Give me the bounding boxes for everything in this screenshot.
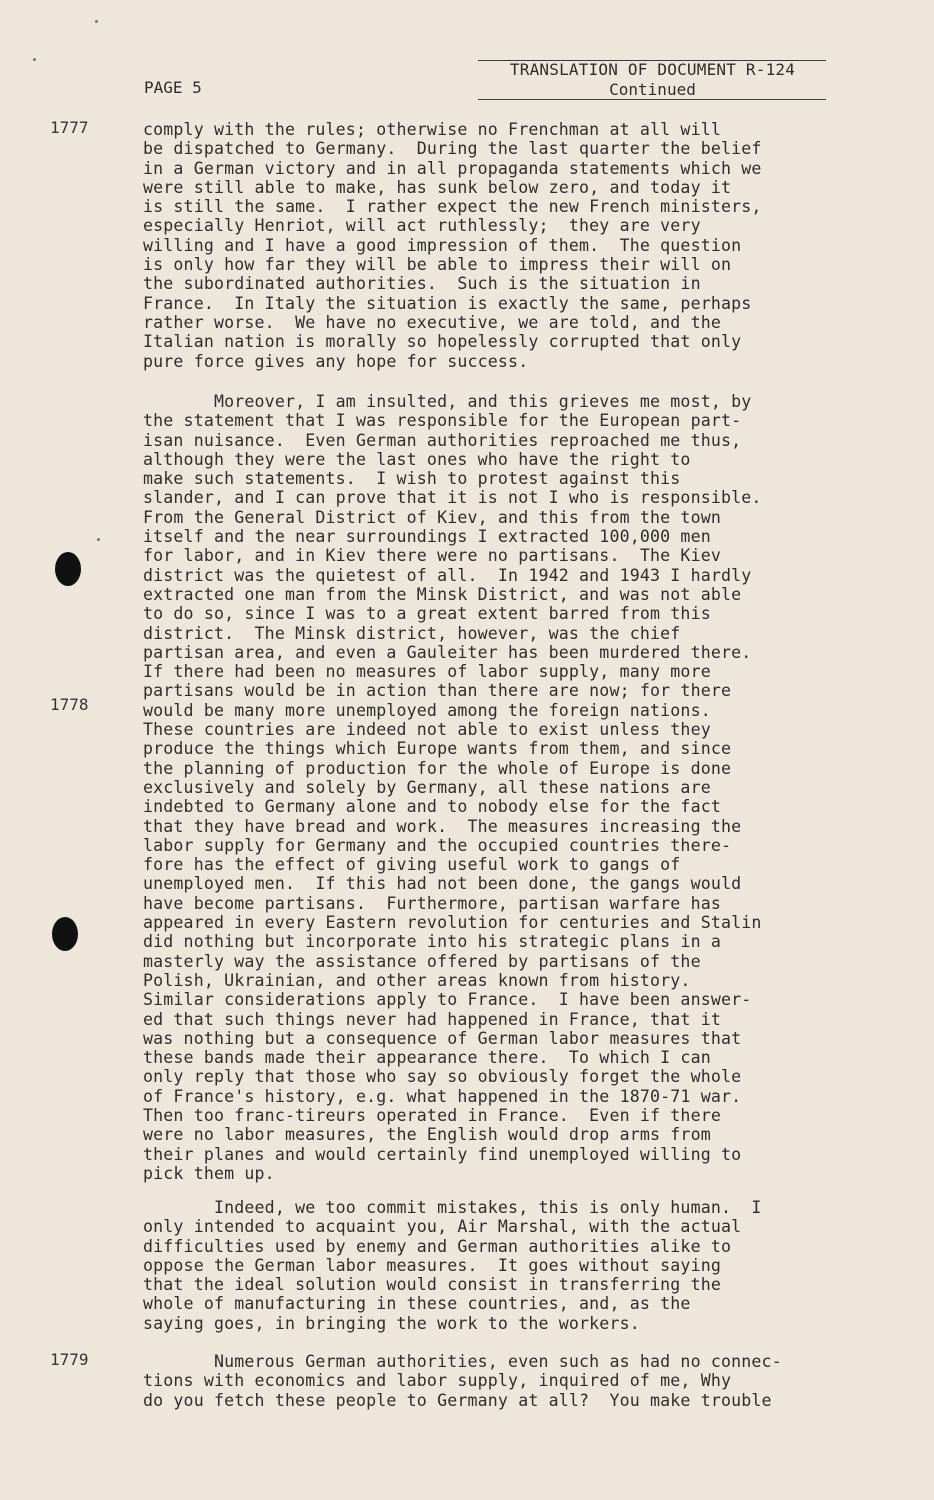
header-bottom-rule [478, 99, 826, 100]
margin-number: 1779 [50, 1350, 89, 1369]
punch-hole [55, 552, 81, 586]
document-subtitle: Continued [609, 80, 696, 99]
paragraph: Numerous German authorities, even such as had no connec- tions with economics and labor supply, inquired of me, Why do you fetch these people to Germany at all? You make trouble [143, 1352, 782, 1410]
page-number: PAGE 5 [144, 78, 202, 97]
paragraph: Moreover, I am insulted, and this grieves me most, by the statement that I was responsible for the European part- isan nuisance. Even German authorities reproached me thus, although they were the last ones who have the right to make such statements. I wish to protest against this slander, and I can prove that it is not I who is responsible. From the General District of Kiev, and this from the town itself and the near surroundings I extracted 100,000 men for labor, and in Kiev there were no partisans. The Kiev district was the quietest of all. In 1942 and 1943 I hardly extracted one man from the Minsk District, and was not able to do so, since I was to a great extent barred from this district. The Minsk district, however, was the chief partisan area, and even a Gauleiter has been murdered there. If there had been no measures of labor supply, many more partisans would be in action than there are now; for there would be many more unemployed among the foreign nations. These countries are indeed not able to exist unless they produce the things which Europe wants from them, and since the planning of production for the whole of Europe is done exclusively and solely by Germany, all these nations are indebted to Germany alone and to nobody else for the fact that they have bread and work. The measures increasing the labor supply for Germany and the occupied countries there- fore has the effect of giving useful work to gangs of unemployed men. If this had not been done, the gangs would have become partisans. Furthermore, partisan warfare has appeared in every Eastern revolution for centuries and Stalin did nothing but incorporate into his strategic plans in a masterly way the assistance offered by partisans of the Polish, Ukrainian, and other areas known from history. Similar considerations apply to France. I have been answer- ed that such things never had happened in France, that it was nothing but a consequence of German labor measures that these bands made their appearance there. To which I can only reply that those who say so obviously forget the whole of France's history, e.g. what happened in the 1870-71 war. Then too franc-tireurs operated in France. Even if there were no labor measures, the English would drop arms from their planes and would certainly find unemployed willing to pick them up. [143, 392, 762, 1183]
paragraph: Indeed, we too commit mistakes, this is only human. I only intended to acquaint you, Air Marshal, with the actual difficulties used by enemy and German authorities alike to oppose the German labor measures. It goes without saying that the ideal solution would consist in transferring the whole of manufacturing in these countries, and, as the saying goes, in bringing the work to the workers. [143, 1198, 762, 1333]
paragraph: comply with the rules; otherwise no Frenchman at all will be dispatched to Germany. During the last quarter the belief in a German victory and in all propaganda statements which we were still able to make, has sunk below zero, and today it is still the same. I rather expect the new French ministers, especially Henriot, will act ruthlessly; they are very willing and I have a good impression of them. The question is only how far they will be able to impress their will on the subordinated authorities. Such is the situation in France. In Italy the situation is exactly the same, perhaps rather worse. We have no executive, we are told, and the Italian nation is morally so hopelessly corrupted that only pure force gives any hope for success. [143, 120, 762, 371]
paper-speck [97, 538, 100, 541]
margin-number: 1778 [50, 695, 89, 714]
margin-number: 1777 [50, 118, 89, 137]
paper-speck [95, 20, 98, 23]
paper-speck [33, 58, 36, 61]
document-title: TRANSLATION OF DOCUMENT R-124 [509, 60, 796, 79]
punch-hole [52, 917, 78, 951]
